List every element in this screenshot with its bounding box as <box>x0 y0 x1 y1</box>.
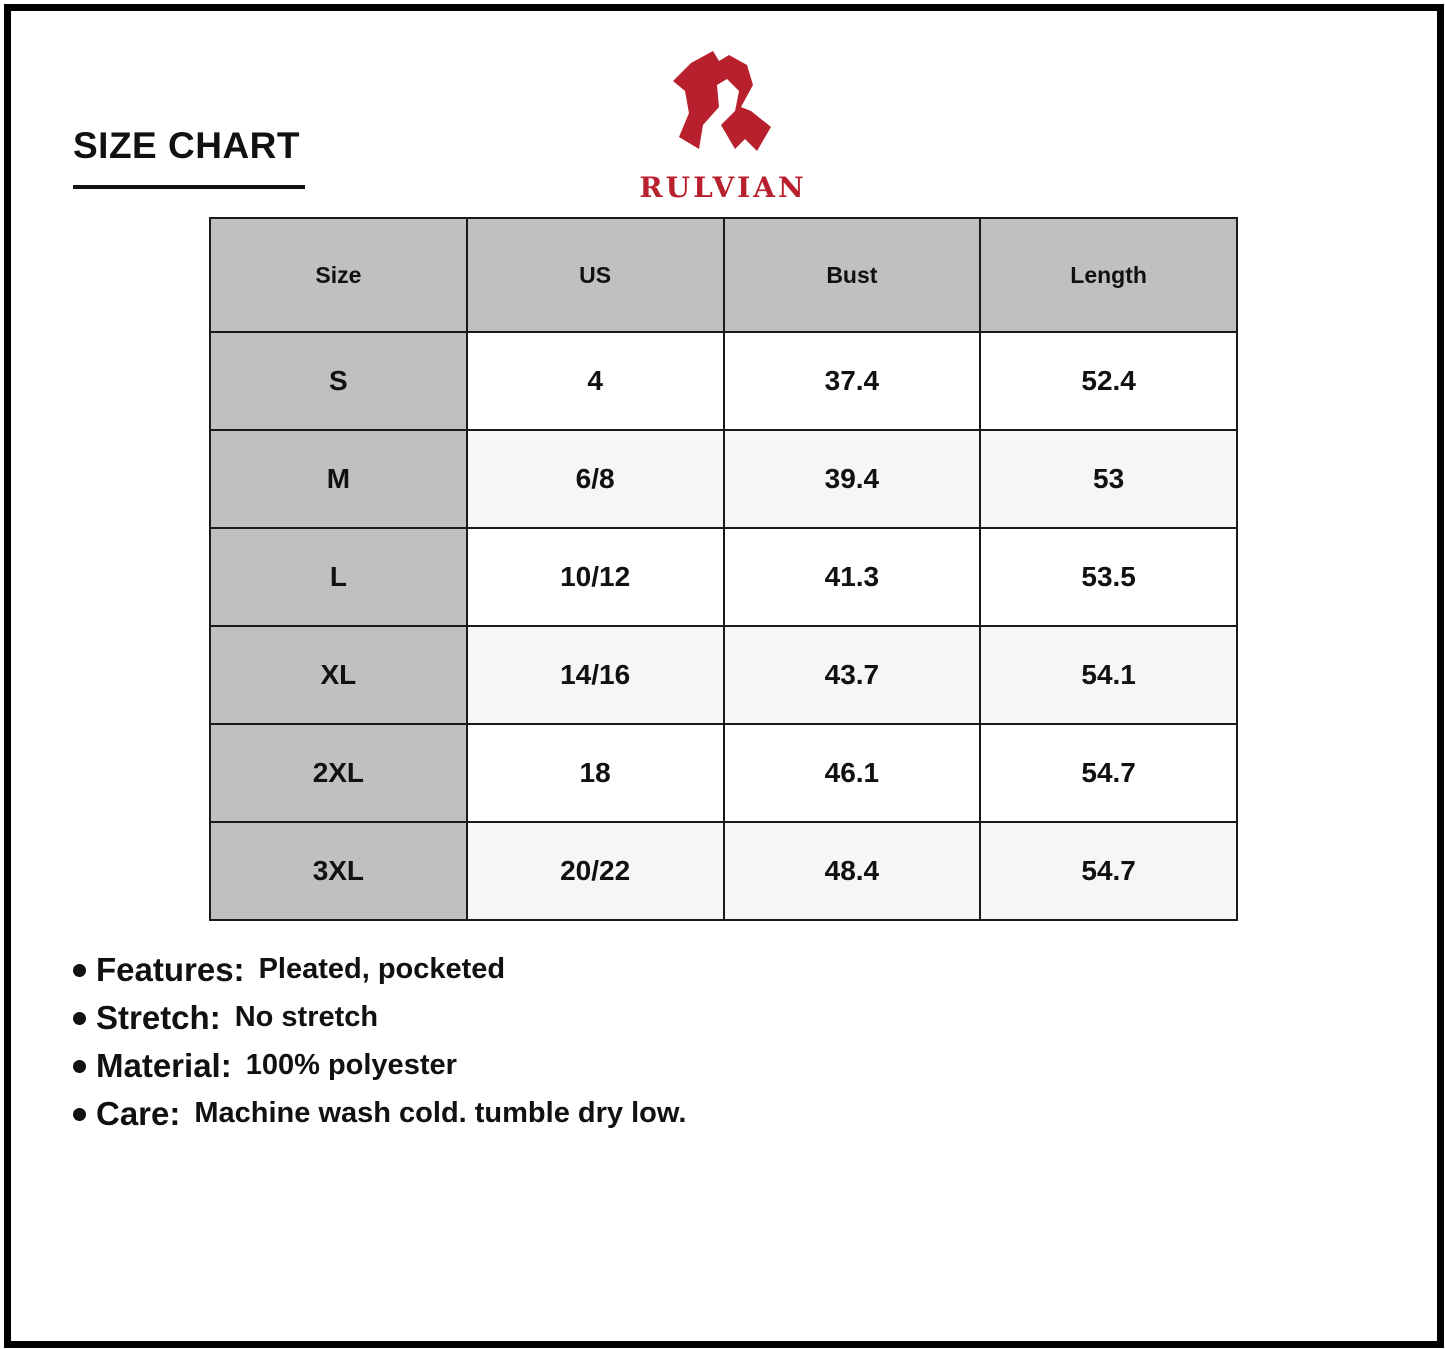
bust-cell: 46.1 <box>724 724 981 822</box>
page-title: SIZE CHART <box>73 125 300 166</box>
bust-cell: 37.4 <box>724 332 981 430</box>
header-us: US <box>467 218 724 332</box>
detail-label: Features: <box>96 951 245 988</box>
table-row <box>210 822 1237 920</box>
detail-label: Stretch: <box>96 999 221 1036</box>
table-row <box>210 332 1237 430</box>
page-frame <box>4 4 1444 1348</box>
bust-cell: 39.4 <box>724 430 981 528</box>
us-cell: 10/12 <box>467 528 724 626</box>
table-row <box>210 430 1237 528</box>
size-cell: 2XL <box>210 724 467 822</box>
header-size: Size <box>210 218 467 332</box>
bullet-icon <box>73 1108 86 1121</box>
detail-value: Machine wash cold. tumble dry low. <box>194 1097 687 1129</box>
bullet-icon <box>73 1012 86 1025</box>
r-monogram-logo-icon <box>673 51 773 166</box>
us-cell: 14/16 <box>467 626 724 724</box>
detail-care <box>73 1095 686 1143</box>
length-cell: 54.7 <box>980 822 1237 920</box>
header-length: Length <box>980 218 1237 332</box>
brand-name: RULVIAN <box>639 171 807 204</box>
detail-features <box>73 951 686 999</box>
bullet-icon <box>73 1060 86 1073</box>
detail-value: Pleated, pocketed <box>258 953 506 985</box>
length-cell: 54.1 <box>980 626 1237 724</box>
detail-label: Care: <box>96 1095 181 1132</box>
bust-cell: 43.7 <box>724 626 981 724</box>
us-cell: 20/22 <box>467 822 724 920</box>
detail-label: Material: <box>96 1047 232 1084</box>
detail-material <box>73 1047 686 1095</box>
detail-value: No stretch <box>234 1001 379 1033</box>
brand-logo <box>623 51 823 211</box>
us-cell: 6/8 <box>467 430 724 528</box>
length-cell: 53.5 <box>980 528 1237 626</box>
length-cell: 53 <box>980 430 1237 528</box>
table-row <box>210 626 1237 724</box>
bullet-icon <box>73 964 86 977</box>
bust-cell: 41.3 <box>724 528 981 626</box>
table-row <box>210 528 1237 626</box>
detail-stretch <box>73 999 686 1047</box>
detail-value: 100% polyester <box>245 1049 457 1081</box>
size-cell: M <box>210 430 467 528</box>
size-table <box>209 217 1238 921</box>
us-cell: 18 <box>467 724 724 822</box>
size-cell: S <box>210 332 467 430</box>
table-header-row <box>210 218 1237 332</box>
us-cell: 4 <box>467 332 724 430</box>
length-cell: 52.4 <box>980 332 1237 430</box>
header-bust: Bust <box>724 218 981 332</box>
title-underline <box>73 185 305 189</box>
size-cell: XL <box>210 626 467 724</box>
bust-cell: 48.4 <box>724 822 981 920</box>
length-cell: 54.7 <box>980 724 1237 822</box>
size-cell: L <box>210 528 467 626</box>
product-details-list <box>73 951 686 1143</box>
table-row <box>210 724 1237 822</box>
size-cell: 3XL <box>210 822 467 920</box>
